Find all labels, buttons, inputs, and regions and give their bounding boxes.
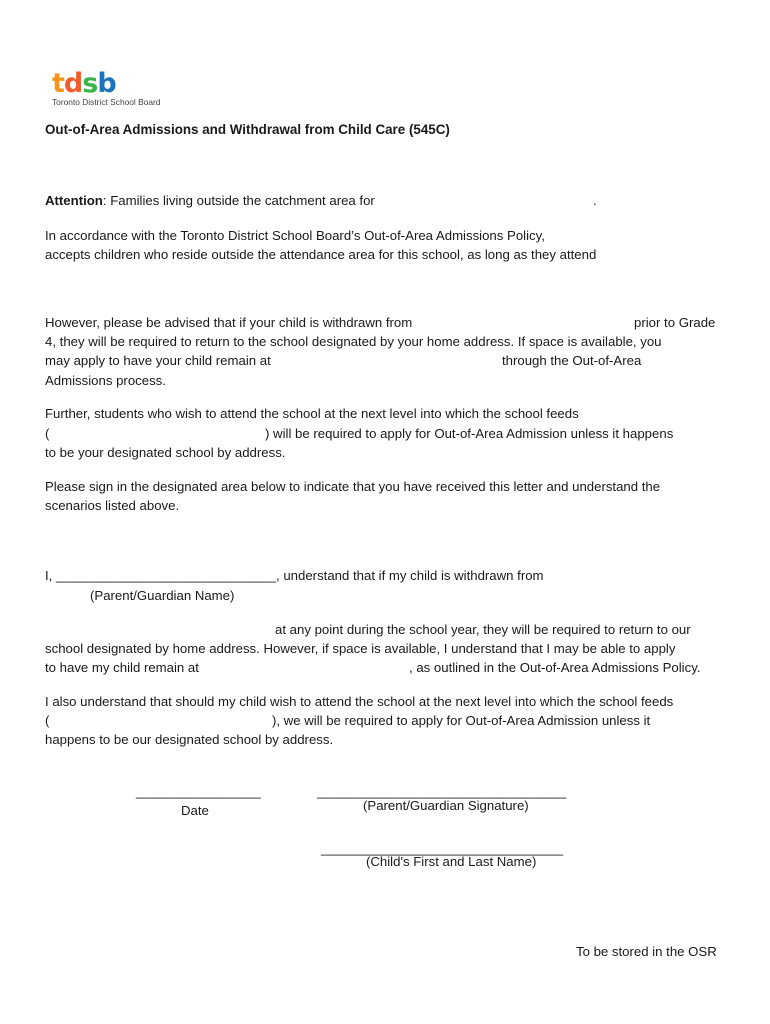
para5-line3: school designated by home address. However, if space is available, I understand that I may be able to apply (45, 641, 676, 656)
parent-signature-label: (Parent/Guardian Signature) (363, 798, 529, 813)
attention-text: : Families living outside the catchment area for (102, 193, 375, 208)
para2-line4: Admissions process. (45, 373, 166, 388)
para2-line1b: prior to Grade (634, 315, 716, 330)
para6-line2a: ( (45, 713, 50, 728)
para6-line1: I also understand that should my child wish to attend the school at the next level into which the school feeds (45, 694, 674, 709)
para2-line2: 4, they will be required to return to the school designated by your home address. If space is available, you (45, 334, 662, 349)
para5-line2: at any point during the school year, they will be required to return to our (275, 622, 691, 637)
para3-line1: Further, students who wish to attend the school at the next level into which the school feeds (45, 406, 579, 421)
tdsb-logo (52, 70, 160, 107)
para4-line2: scenarios listed above. (45, 498, 180, 513)
para5-line4b: , as outlined in the Out-of-Area Admissions Policy. (409, 660, 701, 675)
para5-line1: I, ______________________________, understand that if my child is withdrawn from (45, 568, 544, 583)
para2-line1a: However, please be advised that if your child is withdrawn from (45, 315, 413, 330)
attention-period: . (593, 193, 597, 208)
date-label: Date (181, 803, 209, 818)
para6-line2b: ), we will be required to apply for Out-of-Area Admission unless it (272, 713, 651, 728)
para1-line1: In accordance with the Toronto District School Board’s Out-of-Area Admissions Policy, (45, 228, 545, 243)
parent-signature-line: __________________________________ (317, 784, 567, 799)
footer-note: To be stored in the OSR (576, 944, 717, 959)
para1-line2: accepts children who reside outside the attendance area for this school, as long as they attend (45, 247, 597, 262)
para3-line3: to be your designated school by address. (45, 445, 286, 460)
document-title: Out-of-Area Admissions and Withdrawal from Child Care (545C) (45, 122, 450, 137)
para2-line3a: may apply to have your child remain at (45, 353, 271, 368)
para3-line2b: ) will be required to apply for Out-of-Area Admission unless it happens (265, 426, 674, 441)
para2-line3b: through the Out-of-Area (502, 353, 642, 368)
attention-line (45, 193, 375, 208)
para5-line4a: to have my child remain at (45, 660, 199, 675)
logo-wordmark: tdsb (52, 68, 116, 99)
date-line: _________________ (136, 784, 261, 799)
child-name-line: _________________________________ (321, 841, 564, 856)
para3-line2a: ( (45, 426, 50, 441)
child-name-label: (Child's First and Last Name) (366, 854, 537, 869)
para6-line3: happens to be our designated school by address. (45, 732, 334, 747)
parent-name-caption: (Parent/Guardian Name) (90, 588, 235, 603)
attention-label: Attention (45, 193, 103, 208)
logo-subtitle: Toronto District School Board (52, 97, 161, 107)
para4-line1: Please sign in the designated area below to indicate that you have received this letter and understand the (45, 479, 661, 494)
